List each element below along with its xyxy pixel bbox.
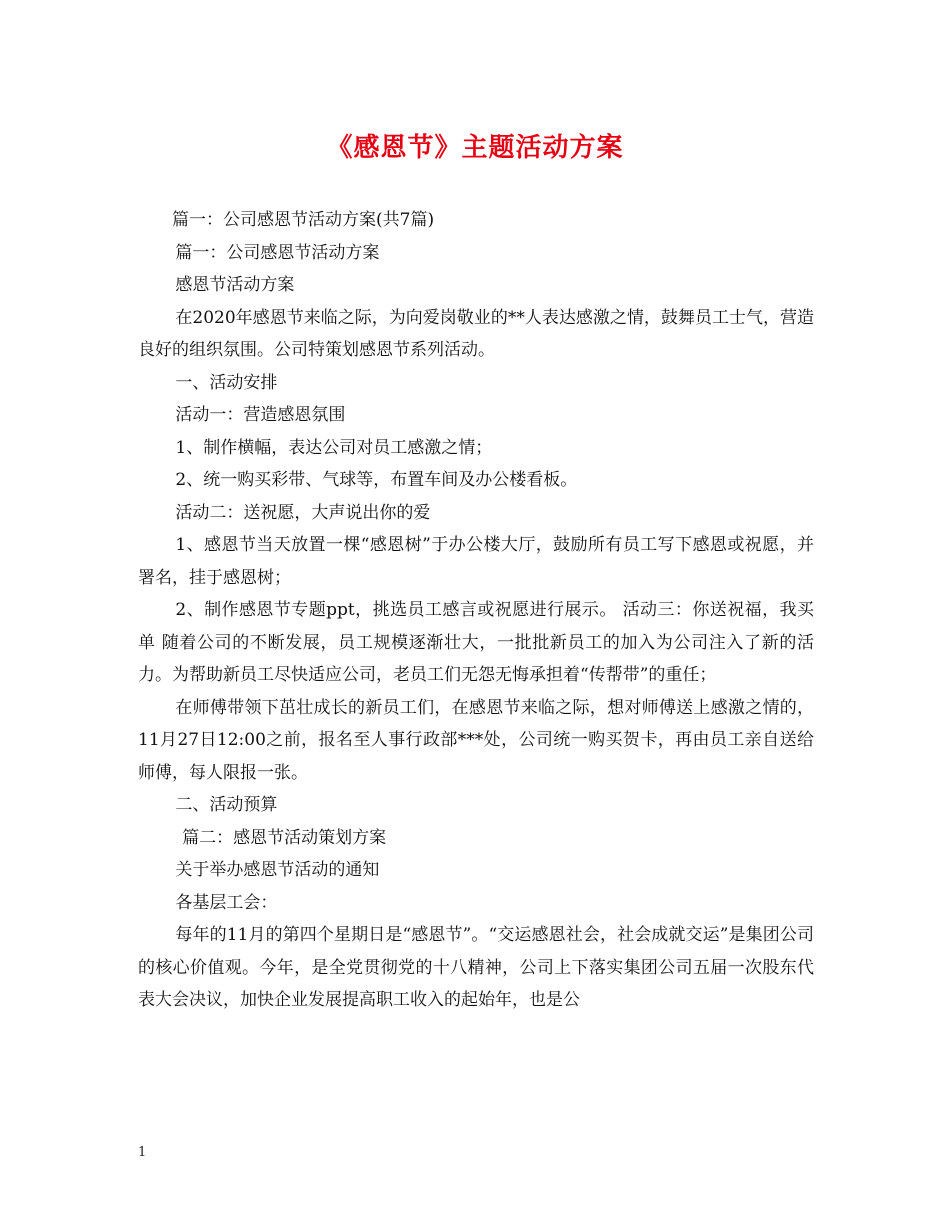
paragraph: 2、制作感恩节专题ppt，挑选员工感言或祝愿进行展示。 活动三：你送祝福，我买单 随着公司的不断发展，员工规模逐渐壮大，一批批新员工的加入为公司注入了新的活力。为帮助新员工尽快适应公司，老员工们无怨无悔承担着“传帮带”的重任； xyxy=(138,600,814,685)
paragraph: 篇一：公司感恩节活动方案(共7篇) xyxy=(172,210,435,230)
paragraph: 篇一：公司感恩节活动方案 xyxy=(175,242,380,263)
paragraph: 2、统一购买彩带、气球等，布置车间及办公楼看板。 xyxy=(175,470,578,490)
paragraph: 1、制作横幅，表达公司对员工感激之情； xyxy=(175,437,493,458)
page-number: 1 xyxy=(138,1145,147,1160)
paragraph: 每年的11月的第四个星期日是“感恩节”。“交运感恩社会，社会成就交运”是集团公司的核心价值观。今年，是全党贯彻党的十八精神，公司上下落实集团公司五届一次股东代表大会决议，加快企业发展提高职工收入的起始年，也是公 xyxy=(138,925,814,1010)
paragraph: 活动一：营造感恩氛围 xyxy=(175,405,346,425)
paragraph: 关于举办感恩节活动的通知 xyxy=(175,860,380,880)
document-body xyxy=(138,204,814,1017)
document-title: 《感恩节》主题活动方案 xyxy=(326,133,624,163)
paragraph: 一、活动安排 xyxy=(175,372,278,393)
paragraph: 在2020年感恩节来临之际，为向爱岗敬业的**人表达感激之情，鼓舞员工士气，营造良好的组织氛围。公司特策划感恩节系列活动。 xyxy=(138,307,814,360)
paragraph: 二、活动预算 xyxy=(175,795,278,815)
paragraph: 1、感恩节当天放置一棵“感恩树”于办公楼大厅，鼓励所有员工写下感恩或祝愿，并署名，挂于感恩树； xyxy=(138,535,814,588)
paragraph: 在师傅带领下茁壮成长的新员工们，在感恩节来临之际，想对师傅送上感激之情的，11月27日12:00之前，报名至人事行政部***处，公司统一购买贺卡，再由员工亲自送给师傅，每人限报一张。 xyxy=(138,697,814,783)
paragraph: 各基层工会： xyxy=(175,892,278,913)
paragraph: 感恩节活动方案 xyxy=(175,275,295,295)
paragraph: 活动二：送祝愿，大声说出你的爱 xyxy=(175,502,431,523)
paragraph: 篇二：感恩节活动策划方案 xyxy=(182,827,387,848)
